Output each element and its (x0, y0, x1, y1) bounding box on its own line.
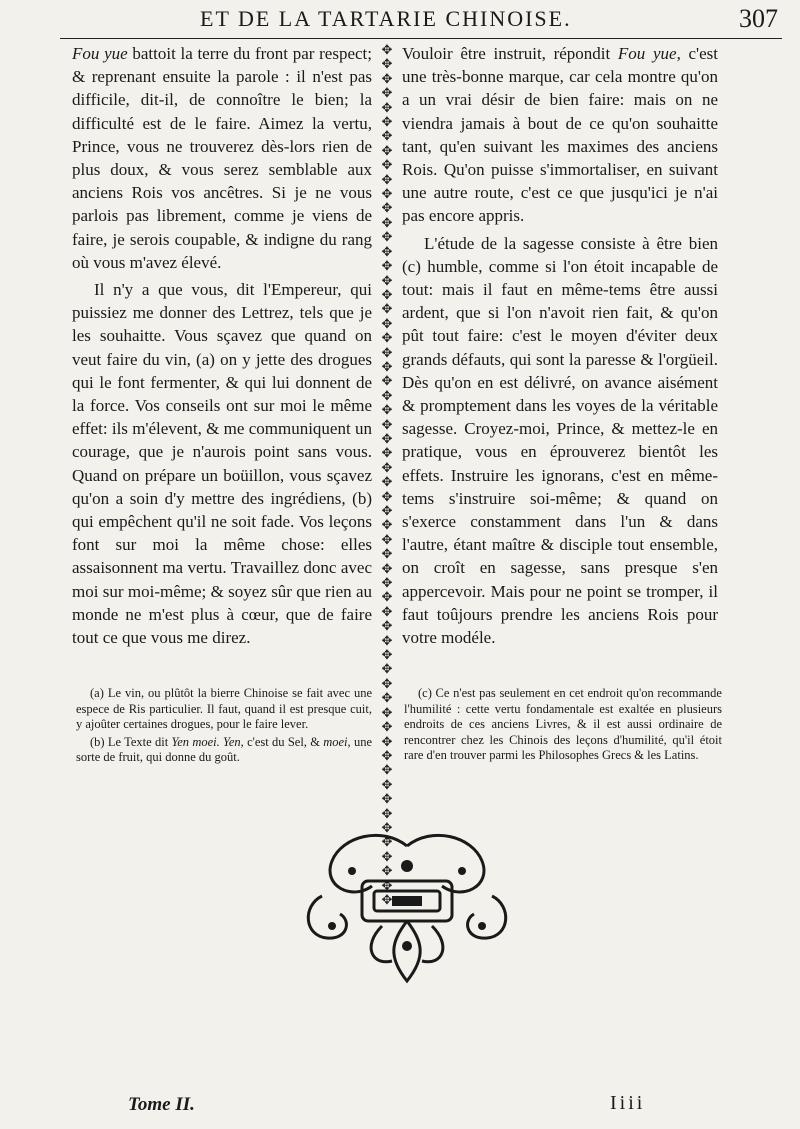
footnotes-right (404, 686, 722, 766)
signature-mark: Iiii (610, 1092, 646, 1114)
page-number: 307 (739, 4, 778, 33)
page-footer (0, 1090, 800, 1120)
left-column (72, 42, 372, 649)
tailpiece-ornament-icon (292, 826, 522, 986)
right-paragraph-1 (402, 42, 718, 228)
right-paragraph-2: L'étude de la sagesse consiste à être bien (c) humble, comme si l'on étoit incapable de tout: mais il faut en même-tems être aussi ardent, que si l'on n'avoit rien fait, & qu'on pût tout faire: c'est le moyen d'éviter deux grands défauts, qui sont la paresse & l'orgüeil. Dès qu'on en est délivré, on avance aisément & promptement dans les voyes de la véritable sagesse. Croyez-moi, Prince, & mettez-le en pratique, vous en éprouverez bientôt les effets. Instruire les ignorans, c'est en même-tems s'instruire soi-même; & quand on s'exerce constamment dans l'un & dans l'autre, étant maître & disciple tout ensemble, on croît en sagesse, sans presque s'en appercevoir. Mais pour ne point se tromper, il faut toûjours prendre les anciens Rois pour votre modéle. (402, 233, 718, 648)
footnote-b-term: Yen moei. Yen, (171, 734, 244, 749)
column-divider-ornament: ✥ ✥ ✥ ✥ ✥ ✥ ✥ ✥ ✥ ✥ ✥ ✥ ✥ ✥ ✥ ✥ ✥ ✥ ✥ ✥ ✥ ✥ ✥ ✥ ✥ ✥ ✥ ✥ ✥ ✥ ✥ ✥ ✥ ✥ ✥ ✥ ✥ ✥ ✥ ✥ ✥ ✥ ✥ ✥ ✥ ✥ ✥ ✥ ✥ ✥ ✥ ✥ ✥ ✥ ✥ ✥ ✥ ✥ ✥ ✥ (381, 43, 393, 908)
running-title: ET DE LA TARTARIE CHINOISE. (200, 6, 572, 31)
right-paragraph-1-text: , c'est une très-bonne marque, car cela montre qu'on a un vrai désir de bien faire: mais on ne viendra jamais à bout de ce qu'on souhaitte tant, qu'en suivant les maximes des anciens Rois. Qu'on puisse s'immortaliser, en suivant une autre route, c'est ce que jusqu'ici je n'ai pas encore appris. (402, 44, 718, 226)
left-paragraph-2: Il n'y a que vous, dit l'Empereur, qui puissiez me donner des Lettrez, tels que je les souhaitte. Vous sçavez que quand on veut faire du vin, (a) on y jette des drogues qui le font fermenter, & qui lui donnent de la force. Vos conseils ont sur moi le même effet: ils m'élevent, & me communiquent un courage, que je n'aurois point sans vous. Quand on prépare un boüillon, vous sçavez qu'on a soin d'y mettre des ingrédiens, (b) qui empêchent qu'il ne soit fade. Vos leçons font sur moi la même chose: elles assaisonnent ma vertu. Travaillez donc avec moi sur moi-même; & soyez sûr que rien au monde ne m'est plus à cœur, que de faire tout ce que vous me direz. (72, 280, 372, 648)
speaker-name-2: Fou yue (617, 44, 677, 63)
right-column (402, 42, 718, 649)
speaker-name: Fou yue (72, 44, 128, 63)
footnote-b-end: , une sorte de fruit, qui donne du goût. (76, 734, 372, 764)
footnotes-left (76, 686, 372, 768)
footnote-c: (c) Ce n'est pas seulement en cet endroit qu'on recommande l'humilité : cette vertu fondamentale est exaltée en plusieurs endroits de ces anciens Livres, & il est aussi ordinaire de rencontrer chez les Chinois des leçons d'humilité, qu'il étoit rare d'en trouver parmi les Philosophes Grecs & les Latins. (404, 686, 722, 762)
left-paragraph-1 (72, 42, 372, 274)
footnote-b-mid: c'est du Sel, & (243, 734, 324, 749)
running-header (60, 4, 782, 39)
footnote-b (76, 735, 372, 766)
footnote-b-start: (b) Le Texte dit (90, 734, 172, 749)
left-paragraph-1-text: battoit la terre du front par respect; & reprenant ensuite la parole : il n'est pas difficile, dit-il, de connoître le bien; la difficulté est de le faire. Aimez la vertu, Prince, vous ne trouverez dès-lors rien de plus doux, & vous serez semblable aux anciens Rois vos ancêtres. Si je ne vous parlois pas librement, comme je viens de faire, je serois coupable, & indigne du rang où vous m'avez élevé. (72, 44, 372, 272)
footnote-b-term2: moei (323, 734, 348, 749)
right-paragraph-1-start: Vouloir être instruit, répondit (402, 44, 618, 63)
footnote-a: (a) Le vin, ou plûtôt la bierre Chinoise se fait avec une espece de Ris particulier. Il faut, quand il est presque cuit, y ajoûter certaines drogues, pour le faire lever. (76, 686, 372, 731)
volume-label: Tome II. (128, 1094, 195, 1115)
